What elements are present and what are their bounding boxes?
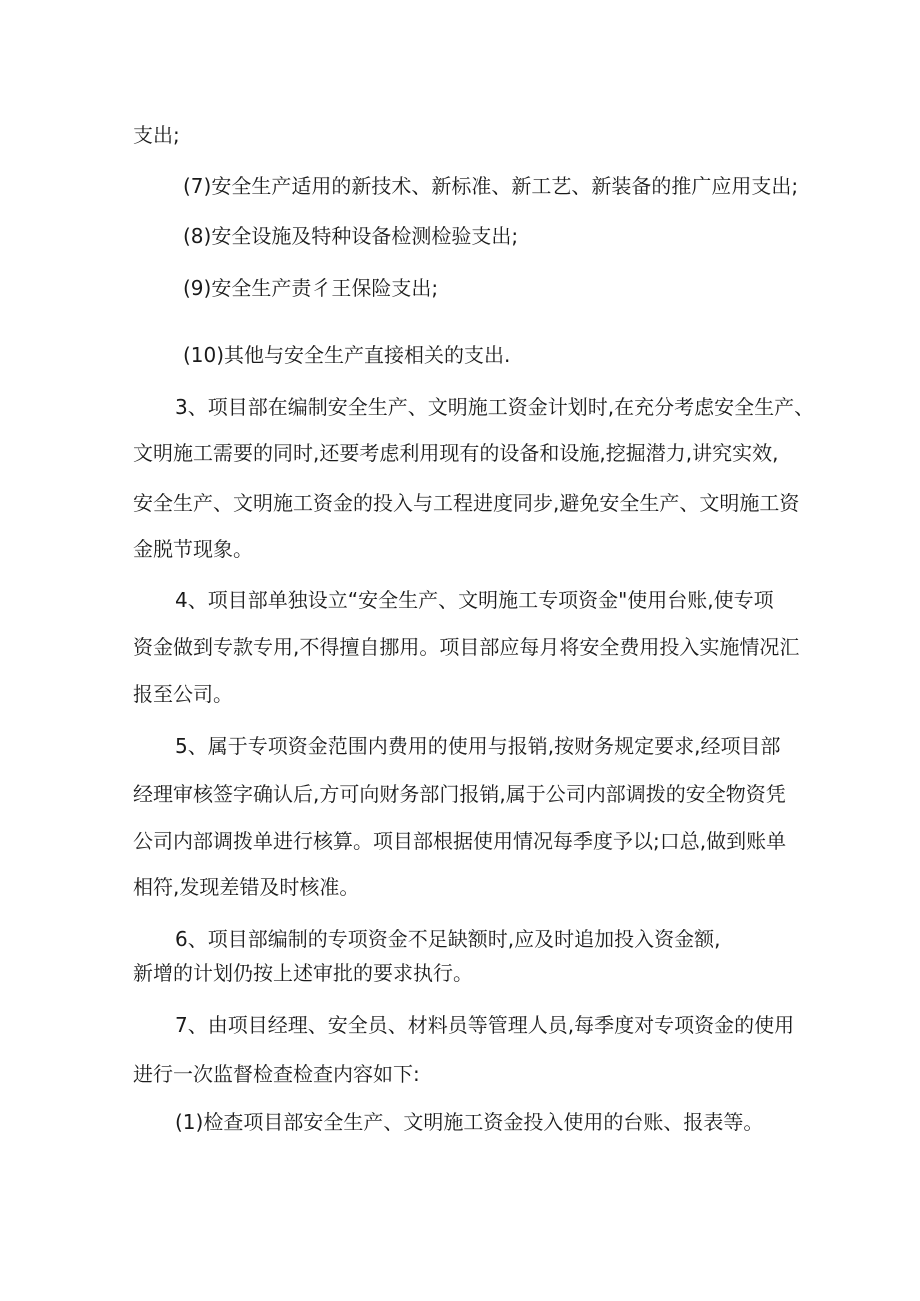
text-line: (10)其他与安全生产直接相关的支出. bbox=[183, 343, 511, 367]
text-line: (9)安全生产责彳王保险支出; bbox=[183, 276, 439, 300]
text-line: 相符,发现差错及时核准。 bbox=[133, 875, 360, 899]
text-line: 公司内部调拨单进行核算。项目部根据使用情况每季度予以;口总,做到账单 bbox=[133, 829, 787, 853]
text-line: 6、项目部编制的专项资金不足缺额时,应及时追加投入资金额, bbox=[175, 927, 721, 951]
text-line: 4、项目部单独设立“安全生产、文明施工专项资金"使用台账,使专项 bbox=[175, 588, 774, 612]
text-line: 7、由项目经理、安全员、材料员等管理人员,每季度对专项资金的使用 bbox=[175, 1013, 795, 1037]
text-line: (1)检查项目部安全生产、文明施工资金投入使用的台账、报表等。 bbox=[175, 1110, 764, 1134]
text-line: 3、项目部在编制安全生产、文明施工资金计划时,在充分考虑安全生产、 bbox=[175, 395, 815, 419]
text-line: 经理审核签字确认后,方可向财务部门报销,属于公司内部调拨的安全物资凭 bbox=[133, 782, 786, 806]
text-line: 支出; bbox=[133, 123, 180, 147]
text-line: (7)安全生产适用的新技术、新标准、新工艺、新装备的推广应用支出; bbox=[183, 174, 799, 198]
text-line: (8)安全设施及特种设备检测检验支出; bbox=[183, 224, 519, 248]
text-line: 金脱节现象。 bbox=[133, 537, 253, 561]
text-line: 新增的计划仍按上述审批的要求执行。 bbox=[133, 961, 473, 985]
text-line: 资金做到专款专用,不得擅自挪用。项目部应每月将安全费用投入实施情况汇 bbox=[133, 635, 800, 659]
text-line: 报至公司。 bbox=[133, 682, 233, 706]
text-line: 文明施工需要的同时,还要考虑利用现有的设备和设施,挖掘潜力,讲究实效, bbox=[133, 441, 779, 465]
text-line: 安全生产、文明施工资金的投入与工程进度同步,避免安全生产、文明施工资 bbox=[133, 491, 800, 515]
text-line: 5、属于专项资金范围内费用的使用与报销,按财务规定要求,经项目部 bbox=[175, 734, 781, 758]
text-line: 进行一次监督检查检查内容如下: bbox=[133, 1062, 420, 1086]
